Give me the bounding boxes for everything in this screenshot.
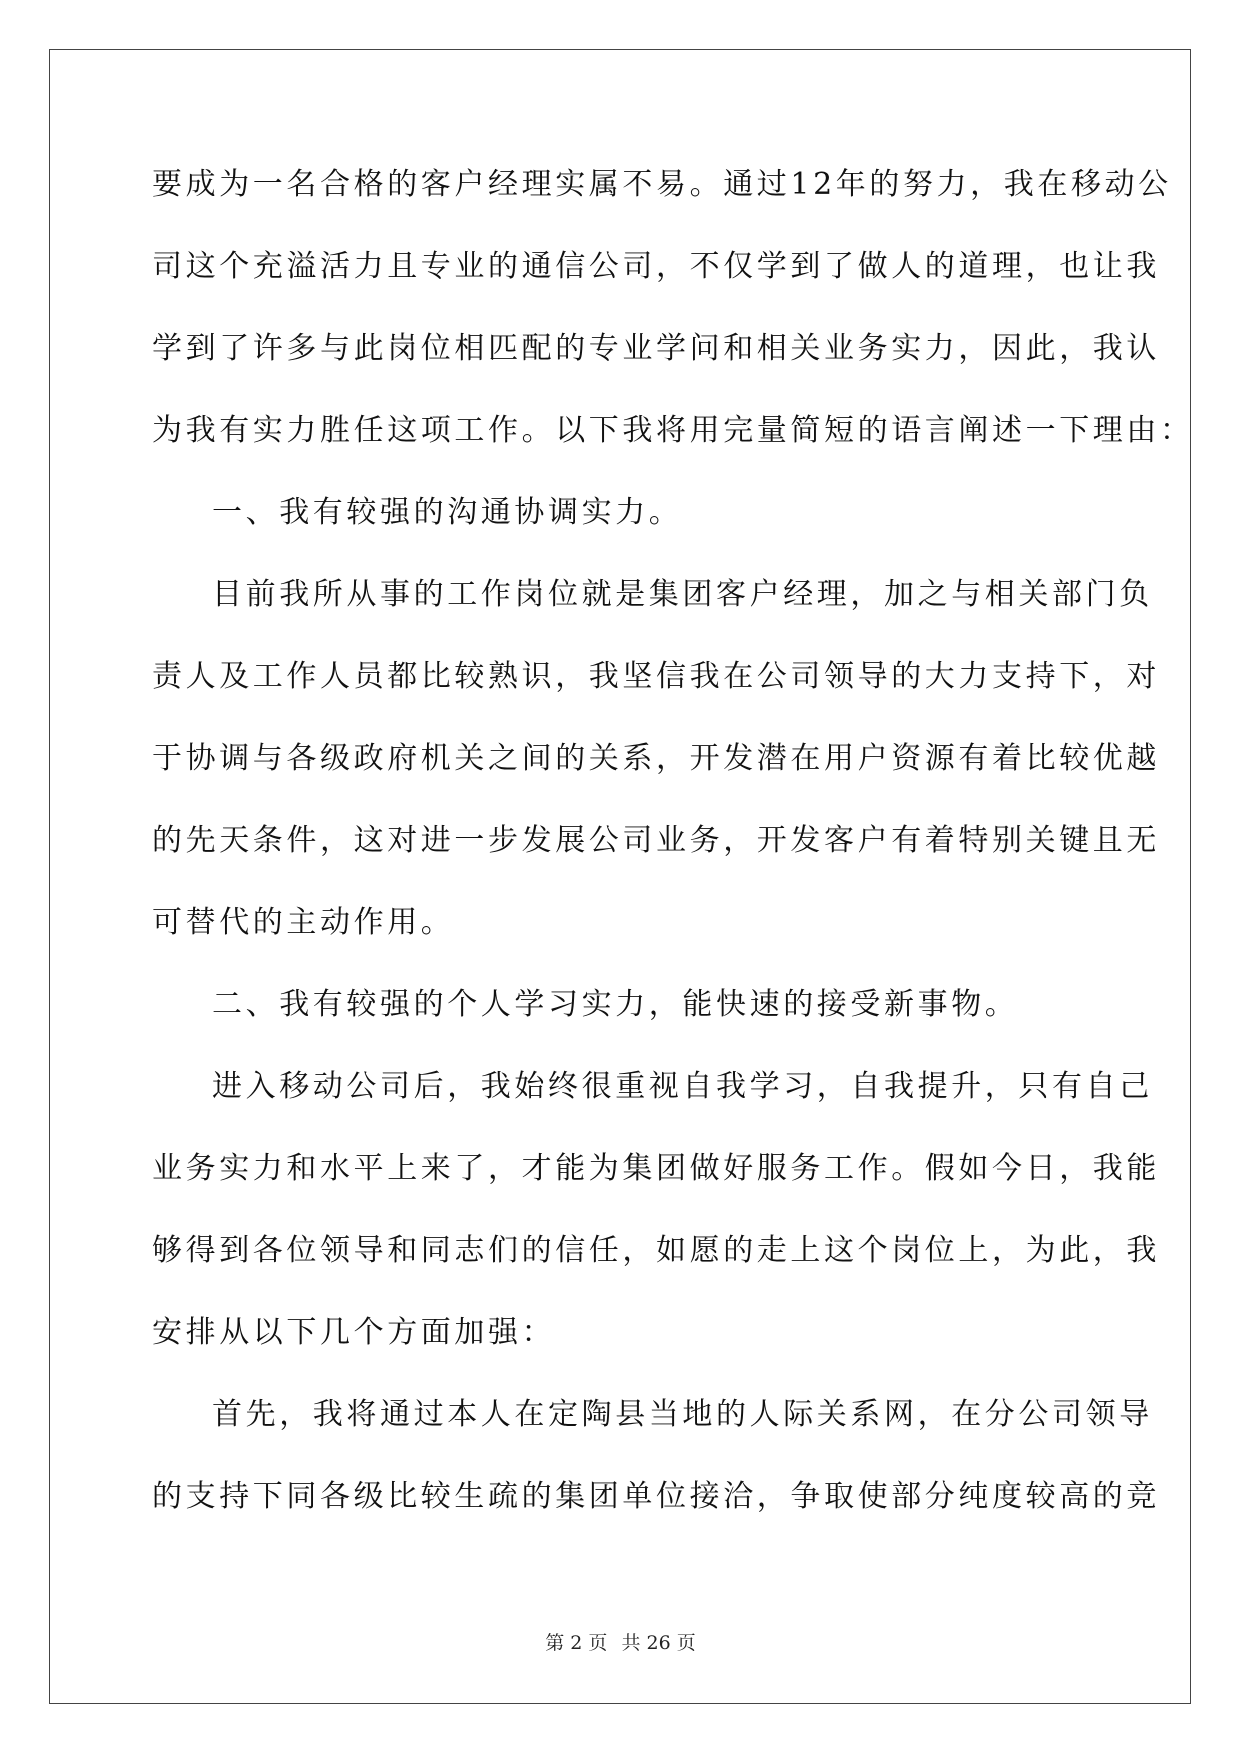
paragraph-line: 学到了许多与此岗位相匹配的专业学问和相关业务实力，因此，我认 (152, 331, 1160, 366)
paragraph-line: 首先，我将通过本人在定陶县当地的人际关系网，在分公司领导 (212, 1397, 1153, 1432)
paragraph-line: 责人及工作人员都比较熟识，我坚信我在公司领导的大力支持下，对 (152, 659, 1160, 694)
paragraph-line: 为我有实力胜任这项工作。以下我将用完量简短的语言阐述一下理由： (152, 413, 1194, 448)
paragraph-line: 安排从以下几个方面加强： (152, 1315, 556, 1350)
paragraph-line: 于协调与各级政府机关之间的关系，开发潜在用户资源有着比较优越 (152, 741, 1160, 776)
paragraph-line: 够得到各位领导和同志们的信任，如愿的走上这个岗位上，为此，我 (152, 1233, 1160, 1268)
paragraph-line: 目前我所从事的工作岗位就是集团客户经理，加之与相关部门负 (212, 577, 1153, 612)
paragraph-line: 的支持下同各级比较生疏的集团单位接洽，争取使部分纯度较高的竞 (152, 1479, 1160, 1514)
paragraph-line: 可替代的主动作用。 (152, 905, 455, 940)
paragraph-line: 的先天条件，这对进一步发展公司业务，开发客户有着特别关键且无 (152, 823, 1160, 858)
paragraph-line: 业务实力和水平上来了，才能为集团做好服务工作。假如今日，我能 (152, 1151, 1160, 1186)
page-footer (0, 1630, 1241, 1656)
page-total: 共 26 页 (621, 1632, 696, 1654)
paragraph-line: 司这个充溢活力且专业的通信公司，不仅学到了做人的道理，也让我 (152, 249, 1160, 284)
paragraph-line: 要成为一名合格的客户经理实属不易。通过12年的努力，我在移动公 (152, 167, 1172, 202)
section-heading: 一、我有较强的沟通协调实力。 (212, 495, 683, 530)
document-body (152, 160, 1194, 1554)
section-heading: 二、我有较强的个人学习实力，能快速的接受新事物。 (212, 987, 1019, 1022)
paragraph-line: 进入移动公司后，我始终很重视自我学习，自我提升，只有自己 (212, 1069, 1153, 1104)
page-number: 第 2 页 (545, 1632, 608, 1654)
